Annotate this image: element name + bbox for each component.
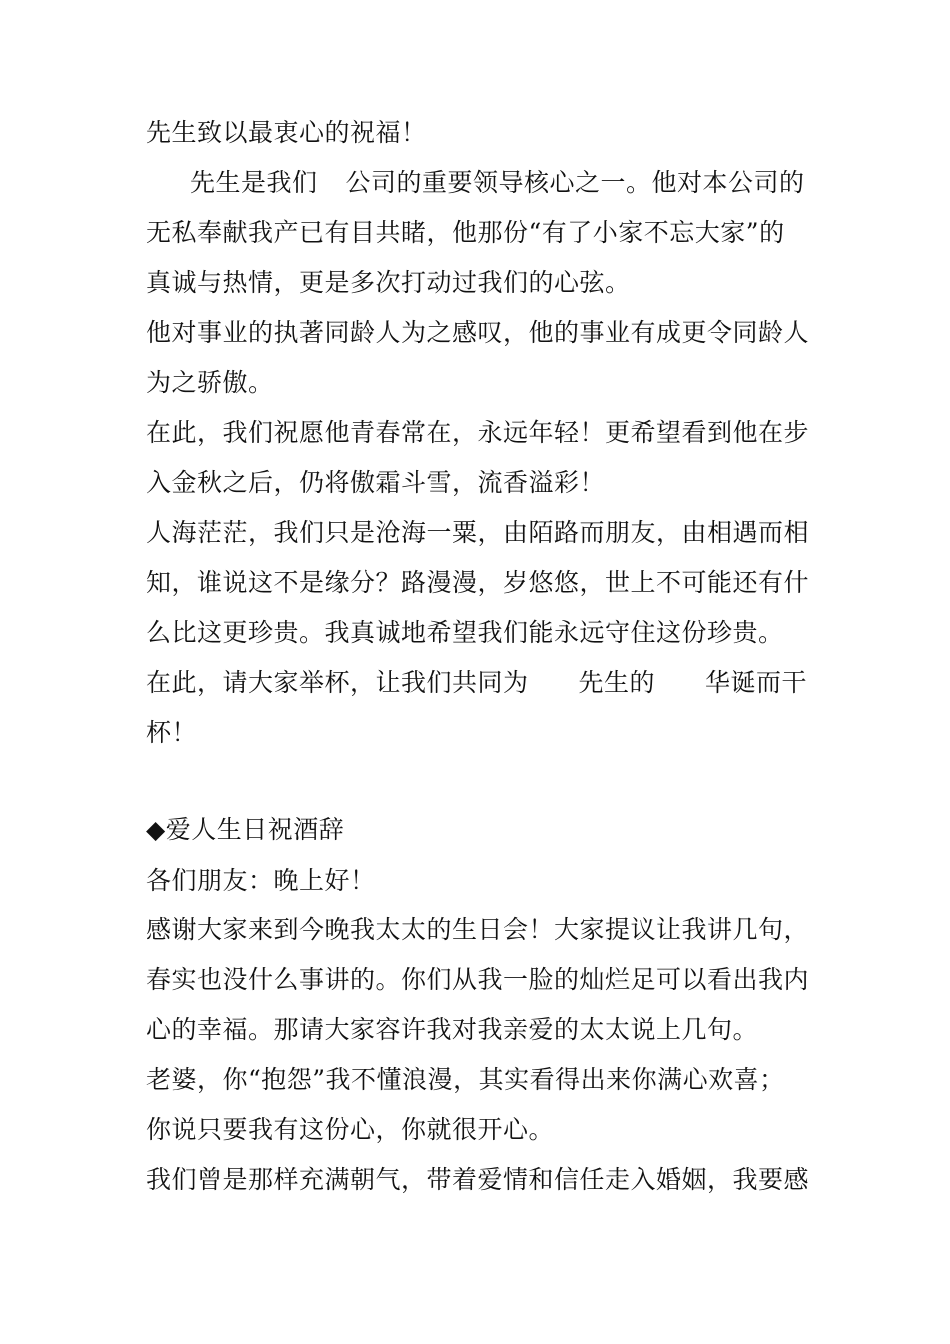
greeting-line: 各们朋友：晚上好！ xyxy=(146,866,376,895)
text-line: 无私奉献我产已有目共睹，他那份“有了小家不忘大家”的 xyxy=(146,218,785,247)
text-line: 人海茫茫，我们只是沧海一粟，由陌路而朋友，由相遇而相 xyxy=(146,518,810,547)
text-line: 杯！ xyxy=(146,718,198,747)
text-line: 知，谁说这不是缘分？路漫漫，岁悠悠，世上不可能还有什 xyxy=(146,568,810,597)
text-line: 心的幸福。那请大家容许我对我亲爱的太太说上几句。 xyxy=(146,1015,759,1044)
text-fragment: 先生是我们 xyxy=(190,168,318,197)
text-line: 在此，我们祝愿他青春常在，永远年轻！更希望看到他在步 xyxy=(146,418,810,447)
text-line: 春实也没什么事讲的。你们从我一脸的灿烂足可以看出我内 xyxy=(146,965,810,994)
text-fragment: 先生的 xyxy=(578,668,656,697)
text-line: 入金秋之后，仍将傲霜斗雪，流香溢彩！ xyxy=(146,468,606,497)
text-line: 我们曾是那样充满朝气，带着爱情和信任走入婚姻，我要感 xyxy=(146,1165,810,1194)
section-heading: ◆爱人生日祝酒辞 xyxy=(146,815,345,844)
text-line: 先生致以最衷心的祝福！ xyxy=(146,118,427,147)
text-line xyxy=(146,668,816,698)
text-line: 为之骄傲。 xyxy=(146,368,274,397)
text-line: 他对事业的执著同龄人为之感叹，他的事业有成更令同龄人 xyxy=(146,318,810,347)
text-line: 你说只要我有这份心，你就很开心。 xyxy=(146,1115,555,1144)
text-line: 感谢大家来到今晚我太太的生日会！大家提议让我讲几句， xyxy=(146,915,810,944)
text-line: 么比这更珍贵。我真诚地希望我们能永远守住这份珍贵。 xyxy=(146,618,784,647)
text-fragment: 华诞而干 xyxy=(705,668,808,697)
text-line xyxy=(190,168,860,198)
text-line: 真诚与热情，更是多次打动过我们的心弦。 xyxy=(146,268,631,297)
text-fragment: 在此，请大家举杯，让我们共同为 xyxy=(146,668,529,697)
text-line: 老婆，你“抱怨”我不懂浪漫，其实看得出来你满心欢喜； xyxy=(146,1065,785,1094)
text-fragment: 公司的重要领导核心之一。他对本公司的 xyxy=(345,168,805,197)
